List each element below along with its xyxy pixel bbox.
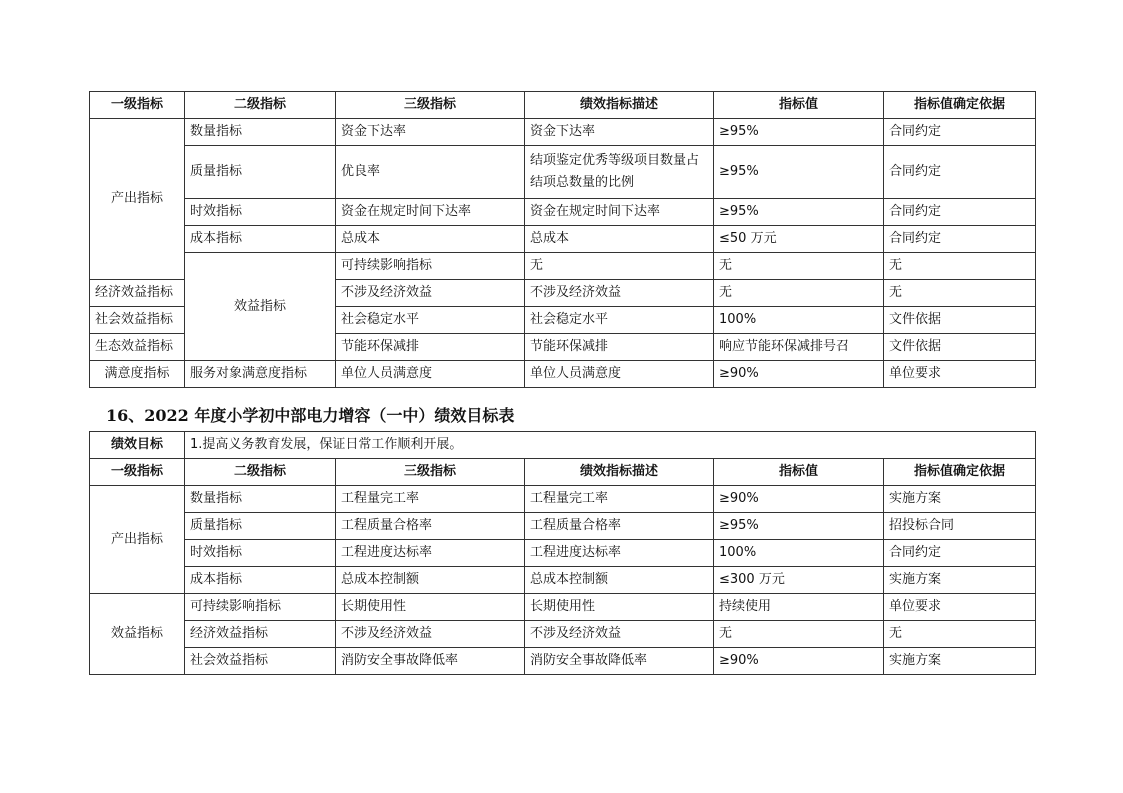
header-value: 指标值 — [714, 459, 884, 486]
header-level2: 二级指标 — [185, 92, 336, 119]
cell: ≥90% — [714, 486, 884, 513]
cell: 质量指标 — [185, 513, 336, 540]
table-row — [90, 594, 1036, 621]
cell: 实施方案 — [884, 567, 1036, 594]
table-row — [90, 119, 1036, 146]
cell: 消防安全事故降低率 — [336, 648, 525, 675]
cell: 工程进度达标率 — [336, 540, 525, 567]
cell: 总成本 — [336, 226, 525, 253]
header-description: 绩效指标描述 — [525, 459, 714, 486]
table-header-row — [90, 92, 1036, 119]
cell: 消防安全事故降低率 — [525, 648, 714, 675]
cell: 总成本 — [525, 226, 714, 253]
level1-cell: 满意度指标 — [90, 361, 185, 388]
cell: 单位人员满意度 — [525, 361, 714, 388]
level1-cell: 效益指标 — [90, 594, 185, 675]
level1-cell: 产出指标 — [90, 486, 185, 594]
cell: 不涉及经济效益 — [336, 621, 525, 648]
table-row — [90, 648, 1036, 675]
cell: 经济效益指标 — [185, 621, 336, 648]
goal-row — [90, 432, 1036, 459]
table-header-row — [90, 459, 1036, 486]
cell: 无 — [884, 253, 1036, 280]
cell: 数量指标 — [185, 119, 336, 146]
cell: 不涉及经济效益 — [525, 621, 714, 648]
cell: 单位要求 — [884, 594, 1036, 621]
cell: 可持续影响指标 — [336, 253, 525, 280]
cell: 100% — [714, 540, 884, 567]
cell: 结项鉴定优秀等级项目数量占结项总数量的比例 — [525, 146, 714, 199]
cell: 无 — [884, 621, 1036, 648]
cell: 文件依据 — [884, 334, 1036, 361]
cell: 合同约定 — [884, 199, 1036, 226]
cell: 长期使用性 — [525, 594, 714, 621]
header-level1: 一级指标 — [90, 92, 185, 119]
cell: 文件依据 — [884, 307, 1036, 334]
cell: 无 — [714, 621, 884, 648]
header-basis: 指标值确定依据 — [884, 459, 1036, 486]
header-level3: 三级指标 — [336, 459, 525, 486]
header-level3: 三级指标 — [336, 92, 525, 119]
cell: 时效指标 — [185, 540, 336, 567]
cell: 总成本控制额 — [336, 567, 525, 594]
cell: 工程质量合格率 — [525, 513, 714, 540]
cell: 长期使用性 — [336, 594, 525, 621]
cell: ≤300 万元 — [714, 567, 884, 594]
cell: ≤50 万元 — [714, 226, 884, 253]
cell: 社会稳定水平 — [525, 307, 714, 334]
header-basis: 指标值确定依据 — [884, 92, 1036, 119]
cell: 单位要求 — [884, 361, 1036, 388]
table-row — [90, 253, 1036, 280]
table-row — [90, 146, 1036, 199]
cell: 工程量完工率 — [525, 486, 714, 513]
cell: 成本指标 — [185, 226, 336, 253]
header-level1: 一级指标 — [90, 459, 185, 486]
cell: 资金下达率 — [336, 119, 525, 146]
cell: 单位人员满意度 — [336, 361, 525, 388]
header-value: 指标值 — [714, 92, 884, 119]
table-row — [90, 361, 1036, 388]
cell: 资金下达率 — [525, 119, 714, 146]
cell: 节能环保减排 — [525, 334, 714, 361]
cell: 合同约定 — [884, 226, 1036, 253]
table-row — [90, 199, 1036, 226]
cell: ≥90% — [714, 648, 884, 675]
level1-cell: 产出指标 — [90, 119, 185, 280]
cell: 社会效益指标 — [90, 307, 185, 334]
cell: 招投标合同 — [884, 513, 1036, 540]
table-row — [90, 486, 1036, 513]
cell: 持续使用 — [714, 594, 884, 621]
cell: 服务对象满意度指标 — [185, 361, 336, 388]
section-title: 16、2022 年度小学初中部电力增容（一中）绩效目标表 — [106, 406, 515, 425]
cell: 资金在规定时间下达率 — [525, 199, 714, 226]
cell: ≥90% — [714, 361, 884, 388]
level1-cell: 效益指标 — [185, 253, 336, 361]
cell: 合同约定 — [884, 540, 1036, 567]
cell: ≥95% — [714, 199, 884, 226]
cell: 质量指标 — [185, 146, 336, 199]
cell: 时效指标 — [185, 199, 336, 226]
cell: 节能环保减排 — [336, 334, 525, 361]
cell: 无 — [884, 280, 1036, 307]
cell: 社会稳定水平 — [336, 307, 525, 334]
cell: 优良率 — [336, 146, 525, 199]
performance-table-2 — [89, 431, 1036, 675]
cell: 无 — [714, 280, 884, 307]
cell: 总成本控制额 — [525, 567, 714, 594]
cell: 不涉及经济效益 — [525, 280, 714, 307]
cell: 100% — [714, 307, 884, 334]
cell: ≥95% — [714, 146, 884, 199]
header-level2: 二级指标 — [185, 459, 336, 486]
cell: 工程进度达标率 — [525, 540, 714, 567]
table-row — [90, 621, 1036, 648]
cell: 成本指标 — [185, 567, 336, 594]
cell: 生态效益指标 — [90, 334, 185, 361]
cell: 无 — [714, 253, 884, 280]
cell: 响应节能环保减排号召 — [714, 334, 884, 361]
cell: 不涉及经济效益 — [336, 280, 525, 307]
cell: 合同约定 — [884, 146, 1036, 199]
cell: 合同约定 — [884, 119, 1036, 146]
cell: 无 — [525, 253, 714, 280]
cell: 社会效益指标 — [185, 648, 336, 675]
goal-text: 1.提高义务教育发展，保证日常工作顺利开展。 — [185, 432, 1036, 459]
cell: ≥95% — [714, 513, 884, 540]
table-row — [90, 226, 1036, 253]
cell: 实施方案 — [884, 486, 1036, 513]
cell: 工程质量合格率 — [336, 513, 525, 540]
cell: 工程量完工率 — [336, 486, 525, 513]
goal-label: 绩效目标 — [90, 432, 185, 459]
header-description: 绩效指标描述 — [525, 92, 714, 119]
table-row — [90, 513, 1036, 540]
table-row — [90, 540, 1036, 567]
performance-table-1 — [89, 91, 1036, 388]
cell: ≥95% — [714, 119, 884, 146]
cell: 经济效益指标 — [90, 280, 185, 307]
cell: 可持续影响指标 — [185, 594, 336, 621]
cell: 实施方案 — [884, 648, 1036, 675]
table-row — [90, 567, 1036, 594]
cell: 资金在规定时间下达率 — [336, 199, 525, 226]
cell: 数量指标 — [185, 486, 336, 513]
